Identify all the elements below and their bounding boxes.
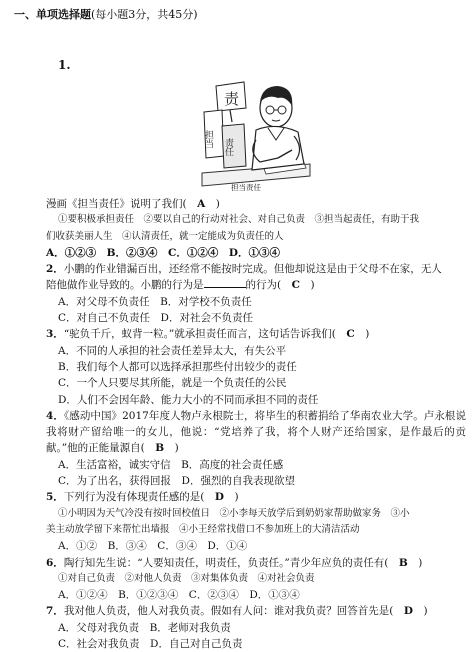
question-7-close: ) [423,605,428,618]
question-2-stem-text-2: 陪他做作业导致的。小鹏的行为是 [46,279,204,292]
question-3-option-c: C．一个人只要尽其所能，就是一个负责任的公民 [58,377,287,390]
question-4-answer: B [155,442,165,455]
question-7-stem-text: 我对他人负责，他人对我负责。假如有人问：谁对我负责？回答首先是( [63,605,394,618]
question-5-stem-text: 下列行为没有体现责任感的是( [63,491,205,504]
question-5-stem [46,489,466,505]
question-6-answer: B [398,556,408,569]
question-5-answer: D [214,491,225,504]
question-2-stem-text-3: 的行为( [245,279,282,292]
question-5-options: A．①② B．③④ C．③④ D．①④ [58,540,248,553]
question-3-number: 3． [46,328,64,341]
question-6-options: A．①②④ B．①②③④ C．②③④ D．①③④ [58,589,300,602]
question-7-number: 7． [46,605,64,618]
sign-top-text: 责 [224,90,240,108]
section-heading: 一、单项选择题 [14,8,91,21]
question-5-number: 5． [46,491,64,504]
question-1-number: 1. [58,58,71,72]
question-1-options: A．①②③ B．②③④ C．①②④ D．①③④ [46,246,280,259]
cartoon-illustration [200,78,312,192]
question-1-stem-text: 漫画《担当责任》说明了我们( [46,198,187,210]
question-4-option-line1: A．生活富裕，诚实守信 B．高度的社会责任感 [58,458,284,471]
question-2-number: 2． [46,263,64,276]
question-2-stem-line2 [46,277,466,293]
sign-right-text: 责任 [223,138,233,156]
section-title [14,6,198,22]
question-1-statements-line2: 们收获美丽人生 ④认清责任，就一定能成为负责任的人 [46,230,284,242]
question-4-close: ) [174,442,179,455]
question-2-option-line1: A．对父母不负责任 B．对学校不负责任 [58,295,252,308]
sign-left-text: 担当 [203,130,213,148]
question-4-number: 4． [46,409,64,422]
answer-blank [204,277,246,288]
question-2-close: ) [310,279,315,292]
question-1-close: ) [215,198,220,210]
sign-left [203,110,224,158]
question-6-stem [46,555,466,571]
question-1-statements-line1: ①要积极承担责任 ②要以自己的行动对社会、对自己负责 ③担当起责任，有助于我 [58,214,420,226]
question-6-stem-text: 陶行知先生说：“人要知责任，明责任，负责任。”青少年应负的责任有( [63,556,389,569]
question-7-option-line2: C．社会对我负责 D．自己对自己负责 [58,638,243,651]
question-3-stem [46,326,466,342]
question-3-option-d: D．人们不会因年龄、能力大小的不同而承担不同的责任 [58,393,319,406]
question-2-stem-line1 [46,261,466,277]
question-1-stem [46,196,466,212]
question-1-answer: A [197,198,206,210]
question-2-answer: C [291,279,300,292]
question-6-number: 6． [46,556,64,569]
question-3-option-b: B．我们每个人都可以选择承担那些付出较少的责任 [58,360,297,373]
question-2-option-line2: C．对自己不负责任 D．对社会不负责任 [58,312,253,325]
question-5-close: ) [234,491,239,504]
question-7-stem [46,603,466,619]
question-4-stem-text: 《感动中国》2017年度人物卢永根院士，将毕生的积蓄捐给了华南农业大学。卢永根说我将财产留给唯一的女儿，他说：“党培养了我，将个人财产还给国家，是作最后的贡献。”他的正能量源自( [46,409,466,455]
question-4-stem [46,408,466,457]
illustration-caption: 担当责任 [231,183,261,192]
question-4-option-line2: C．为了出名，获得回报 D．强烈的自我表现欲望 [58,475,295,488]
question-2-stem-text: 小鹏的作业错漏百出，还经常不能按时完成。但他却说这是由于父母不在家，无人 [63,263,442,276]
question-5-statements-line2: 美主动放学留下来帮忙出墙报 ④小王经常找借口不参加班上的大清洁活动 [46,523,360,535]
question-3-answer: C [346,328,355,341]
question-7-answer: D [403,605,414,618]
question-5-statements-line1: ①小明因为天气冷没有按时回校值日 ②小李每天放学后到奶奶家帮助做家务 ③小 [58,507,410,519]
question-7-option-line1: A．父母对我负责 B．老师对我负责 [58,621,231,634]
section-note: (每小题3分，共45分) [91,8,198,21]
question-3-option-a: A．不同的人承担的社会责任差异太大，有失公平 [58,344,287,357]
sign-right [222,124,246,168]
questions [46,196,466,652]
question-6-close: ) [418,556,423,569]
question-3-stem-text: “驼负千斤，蚁背一粒。”就承担责任而言，这句话告诉我们( [63,328,336,341]
question-6-statements: ①对自己负责 ②对他人负责 ③对集体负责 ④对社会负责 [58,572,315,584]
question-3-close: ) [365,328,370,341]
